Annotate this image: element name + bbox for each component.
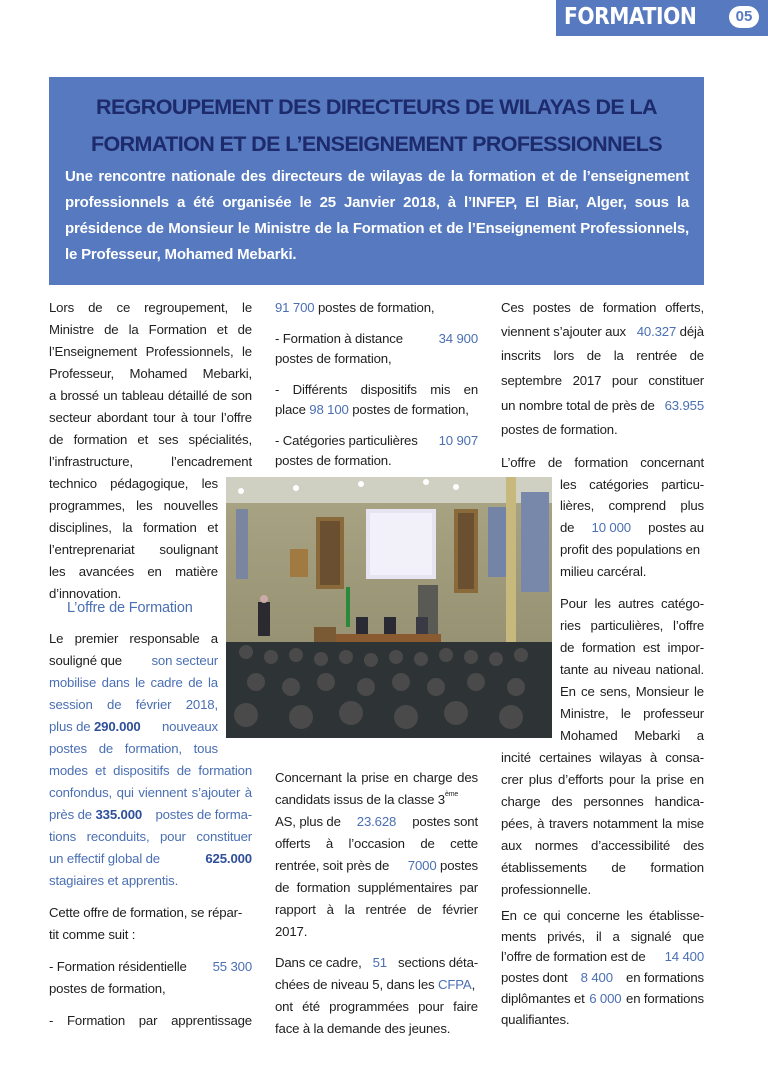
p-line: Concernant la prise en charge des	[275, 770, 478, 785]
section-tag	[556, 0, 768, 36]
highlight-number: 63.955	[664, 398, 704, 413]
conference-room-illustration	[226, 477, 552, 738]
highlight-number: 8 400	[580, 970, 613, 985]
p-line: postes de formation.	[501, 422, 618, 437]
p-line: d’innovation.	[49, 586, 122, 601]
p-line: milieu carcéral.	[560, 564, 647, 579]
article-lead: Une rencontre nationale des directeurs de wilayas de la formation et de l’enseignement professionnels a été organisée le 25 Janvier 2018, à l’INFEP, El Biar, Alger, sous la présidence de Monsieur le Ministre de la Formation et de l’Enseignement Professionnels, le Professeur, Mohamed Mebarki.	[65, 168, 689, 263]
p-line: de formation et ses spécialités,	[49, 432, 252, 447]
article-title-line-1: REGROUPEMENT DES DIRECTEURS DE WILAYAS DE LA	[96, 95, 657, 119]
p-line: ont été programmées pour faire	[275, 999, 478, 1014]
highlight-number: 6 000	[589, 991, 622, 1006]
p-line: l’entreprenariat soulignant	[49, 542, 218, 557]
p-line: face à la demande des jeunes.	[275, 1021, 451, 1036]
p-line: les avancées en matière	[49, 564, 218, 579]
p-line: Mohamed Mebarki a	[560, 728, 704, 743]
highlight-number: 7000	[407, 858, 437, 873]
list-item-dispositifs: - Différents dispositifs mis en	[275, 382, 478, 397]
p-line: un effectif global de 625.000	[49, 851, 252, 866]
p-line: ments privés, il a signalé que	[501, 929, 704, 944]
p-line: tit comme suit :	[49, 927, 136, 942]
highlight-number: 625.000	[205, 851, 252, 866]
p-line: l’Enseignement Professionnels, le	[49, 344, 252, 359]
p-line: aux normes d’accessibilité des	[501, 838, 704, 853]
p-line: souligné que son secteur	[49, 653, 218, 668]
list-item-apprentissage: - Formation par apprentissage	[49, 1013, 252, 1028]
p-line: 2017.	[275, 924, 308, 939]
p-line: offerts à l’occasion de cette	[275, 836, 478, 851]
p-line: établissements de formation	[501, 860, 704, 875]
p-line: 91 700 postes de formation,	[275, 300, 435, 315]
p-line: l’offre de formation est de 14 400	[501, 949, 704, 964]
p-line: rentrée, soit près de 7000 postes	[275, 858, 478, 873]
highlight-number: 14 400	[664, 949, 704, 964]
p-line: postes de formation, tous	[49, 741, 218, 756]
p-line: tions reconduits, pour constituer	[49, 829, 252, 844]
p-line: septembre 2017 pour constituer	[501, 373, 704, 388]
p-line: a brossé un tableau détaillé de son	[49, 388, 252, 403]
p-line: Professeur, Mohamed Mebarki,	[49, 366, 252, 381]
p-line: charge des personnes handica-	[501, 794, 704, 809]
article-title-line-2: FORMATION ET DE L’ENSEIGNEMENT PROFESSIONNELS	[90, 132, 663, 156]
list-item-distance: - Formation à distance 34 900	[275, 331, 478, 346]
p-line: profit des populations en	[560, 542, 700, 557]
p-line: viennent s’ajouter aux 40.327 déjà	[501, 324, 704, 339]
article-title	[49, 89, 704, 163]
p-line: de formation supplémentaires par	[275, 880, 478, 895]
p-line: confondus, qui viennent s’ajouter à	[49, 785, 252, 800]
p-line: place 98 100 postes de formation,	[275, 402, 469, 417]
p-line: Le premier responsable a	[49, 631, 218, 646]
highlight-number: 40.327	[636, 324, 677, 339]
highlight-number: 23.628	[356, 814, 397, 829]
highlight-number: 335.000	[95, 807, 143, 822]
p-line: L’offre de formation concernant	[501, 455, 704, 470]
p-line: AS, plus de 23.628 postes sont	[275, 814, 478, 829]
p-line: Ministre de la Formation et de	[49, 322, 252, 337]
p-line: Ces postes de formation offerts,	[501, 300, 704, 315]
p-line: technico pédagogique, les	[49, 476, 218, 491]
p-line: Dans ce cadre, 51 sections déta-	[275, 955, 478, 970]
p-line: les catégories particu-	[560, 477, 704, 492]
article-banner	[49, 77, 704, 285]
p-line: disciplines, la formation et	[49, 520, 218, 535]
p-line: programmes, les nouvelles	[49, 498, 218, 513]
p-line: rapport à la rentrée de février	[275, 902, 478, 917]
p-line: Cette offre de formation, se répar-	[49, 905, 243, 920]
highlight-number: 10 000	[591, 520, 631, 535]
p-line: postes de formation,	[49, 981, 166, 996]
p-line: stagiaires et apprentis.	[49, 873, 179, 888]
section-label: FORMATION	[564, 4, 697, 30]
p-line: postes dont 8 400 en formations	[501, 970, 704, 985]
p-line: de 10 000 postes au	[560, 520, 704, 535]
p-line: secteur abordant tour à tour l’offre	[49, 410, 252, 425]
section-heading: L’offre de Formation	[67, 600, 193, 616]
p-line: Lors de ce regroupement, le	[49, 300, 252, 315]
p-line: diplômantes et 6 000 en formations	[501, 991, 704, 1006]
p-line: lières, comprend plus	[560, 498, 704, 513]
p-line: de formation est impor-	[560, 640, 704, 655]
highlight-number: 98 100	[309, 402, 349, 417]
p-line: postes de formation.	[275, 453, 392, 468]
p-line: session de février 2018,	[49, 697, 218, 712]
p-line: postes de formation,	[275, 351, 392, 366]
p-line: chées de niveau 5, dans les CFPA,	[275, 977, 476, 992]
p-line: Pour les autres catégo-	[560, 596, 704, 611]
p-line: Ministre, le professeur	[560, 706, 704, 721]
meeting-photo	[226, 477, 552, 738]
p-line: incité certaines wilayas à consa-	[501, 750, 704, 765]
p-line: un nombre total de près de 63.955	[501, 398, 704, 413]
highlight-number: 34 900	[438, 331, 478, 346]
page-number-badge: 05	[729, 6, 759, 28]
highlight-number: 91 700	[275, 300, 315, 315]
p-line: inscrits lors de la rentrée de	[501, 348, 704, 363]
p-line: tante au niveau national.	[560, 662, 704, 677]
list-item-residentielle: - Formation résidentielle 55 300	[49, 959, 252, 974]
p-line: professionnelle.	[501, 882, 591, 897]
p-line: mobilise dans le cadre de la	[49, 675, 218, 690]
p-line: modes et dispositifs de formation	[49, 763, 252, 778]
list-item-categories: - Catégories particulières 10 907	[275, 433, 478, 448]
p-line: près de 335.000 postes de forma-	[49, 807, 252, 822]
p-line: qualifiantes.	[501, 1012, 570, 1027]
p-line: l’infrastructure, l’encadrement	[49, 454, 252, 469]
p-line: En ce sens, Monsieur le	[560, 684, 704, 699]
p-line: crer plus d’efforts pour la prise en	[501, 772, 704, 787]
p-line: En ce qui concerne les établisse-	[501, 908, 704, 923]
p-line: plus de 290.000 nouveaux	[49, 719, 218, 734]
highlight-number: 10 907	[438, 433, 478, 448]
p-line: pées, à travers notamment la mise	[501, 816, 704, 831]
p-line: ries particulières, l’offre	[560, 618, 704, 633]
highlight-number: 55 300	[212, 959, 252, 974]
acronym-cfpa: CFPA	[437, 977, 472, 992]
p-line: candidats issus de la classe 3ème	[275, 791, 459, 807]
highlight-number: 51	[372, 955, 387, 970]
highlight-number: 290.000	[94, 719, 141, 734]
